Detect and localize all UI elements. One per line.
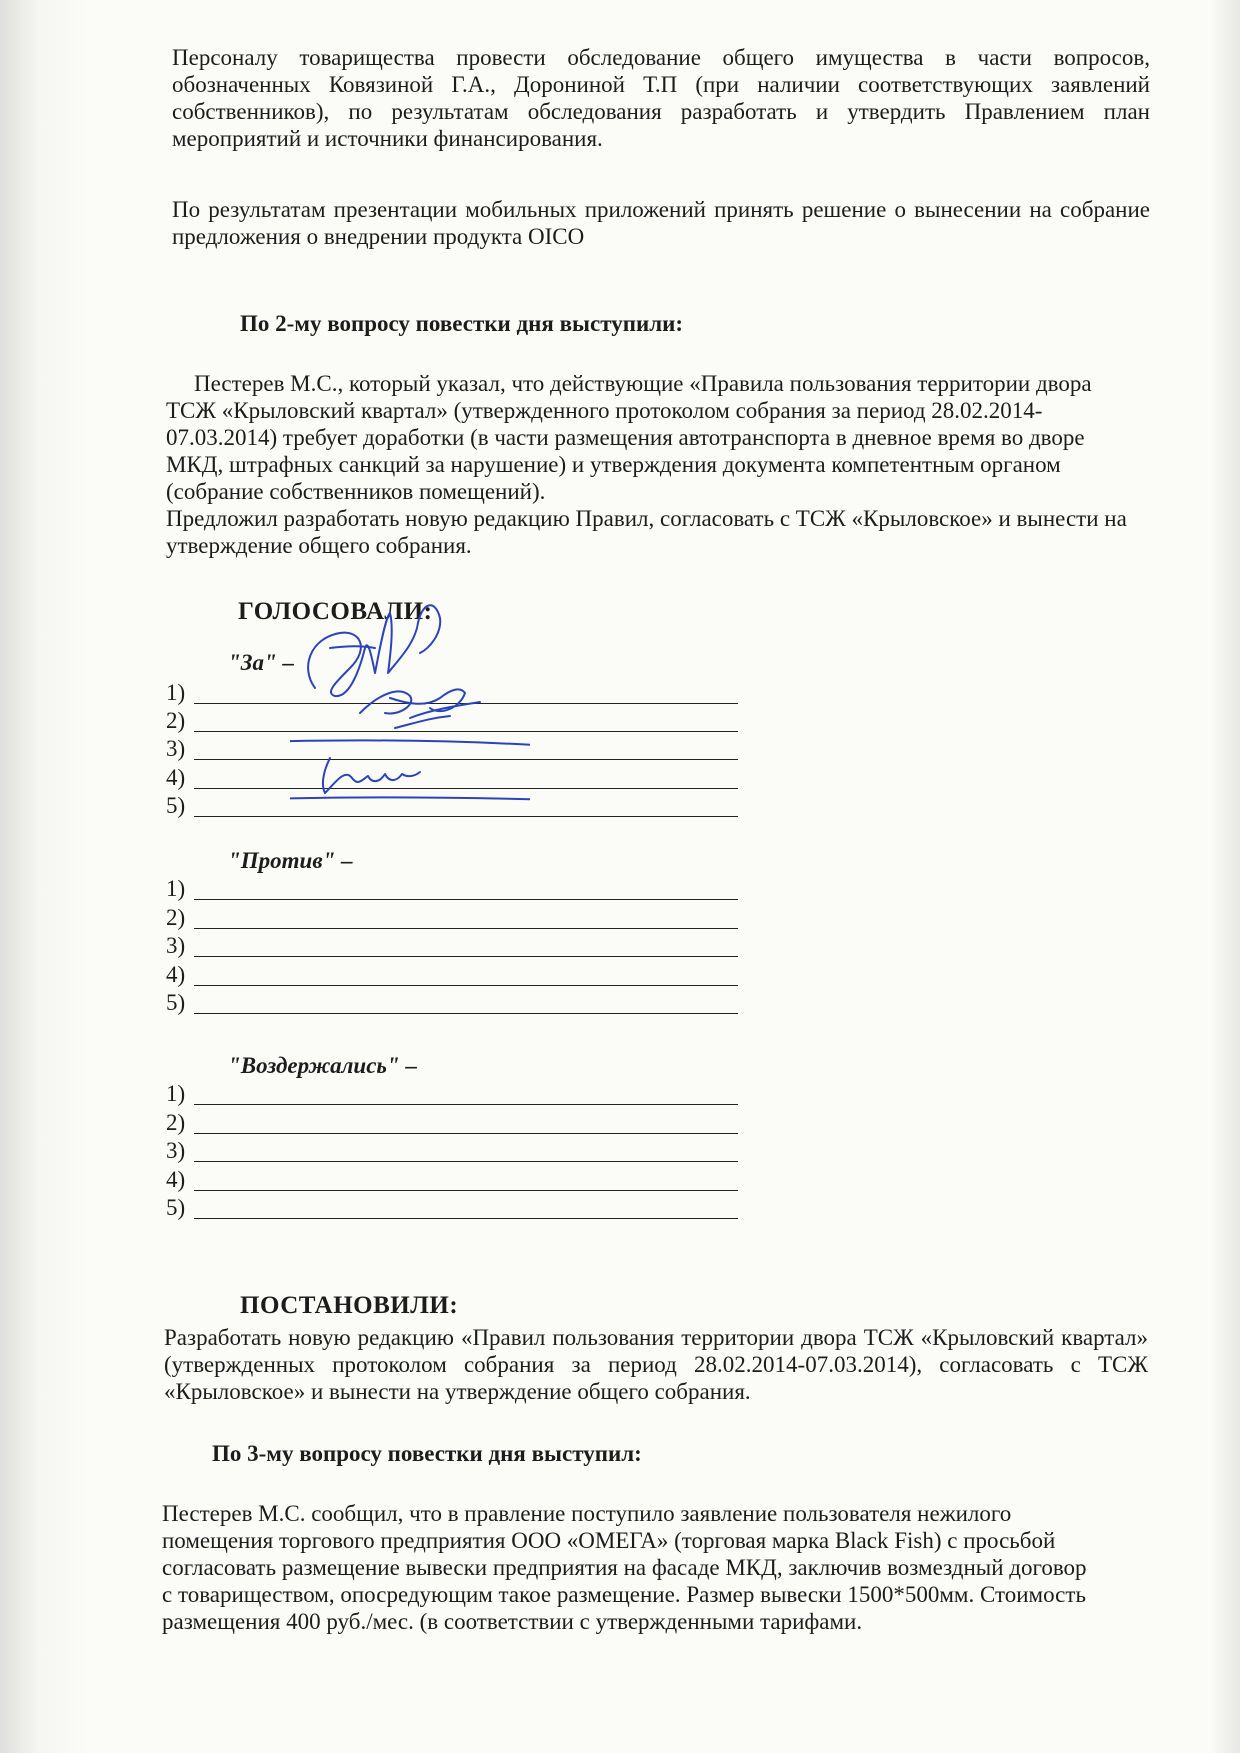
signature-5 <box>290 797 530 803</box>
signature-line <box>194 899 738 900</box>
row-number: 4) <box>166 765 186 790</box>
signature-line <box>194 1013 738 1014</box>
question-2-heading: По 2-му вопросу повестки дня выступили: <box>240 311 684 336</box>
signature-line <box>194 1218 738 1219</box>
vote-abstained-row <box>166 1138 738 1165</box>
row-number: 2) <box>166 708 186 733</box>
vote-against-row <box>166 905 738 932</box>
voted-heading: ГОЛОСОВАЛИ: <box>238 598 433 625</box>
signature-line <box>194 816 738 817</box>
signature-3 <box>290 740 530 746</box>
signature-line <box>194 1190 738 1191</box>
row-number: 1) <box>166 680 186 705</box>
scan-shadow-right <box>1210 0 1240 1753</box>
row-number: 1) <box>166 1081 186 1106</box>
resolved-heading: ПОСТАНОВИЛИ: <box>240 1292 459 1319</box>
signature-2 <box>360 689 480 728</box>
row-number: 5) <box>166 1195 186 1220</box>
signature-1 <box>308 605 440 696</box>
vote-against-row <box>166 876 738 903</box>
row-number: 4) <box>166 1167 186 1192</box>
vote-abstained-row <box>166 1195 738 1222</box>
question-2-speech: Пестерев М.С., который указал, что действующие «Правила пользования территории двора ТСЖ «Крыловский квартал» (утвержденного протоколом собрания за период 28.02.2014-07.03.2014) требует доработки (в части размещения автотранспорта в дневное время во дворе МКД, штрафных санкций за нарушение) и утверждения документа компетентным органом (собрание собственников помещений). <box>166 371 1092 504</box>
row-number: 2) <box>166 905 186 930</box>
signature-line <box>194 1104 738 1105</box>
row-number: 3) <box>166 933 186 958</box>
row-number: 2) <box>166 1110 186 1135</box>
paragraph-mobile-apps: По результатам презентации мобильных приложений принять решение о вынесении на собрание предложения о внедрении продукта OICO <box>172 197 1150 249</box>
vote-abstained-row <box>166 1110 738 1137</box>
resolved-text: Разработать новую редакцию «Правил пользования территории двора ТСЖ «Крыловский квартал» (утвержденных протоколом собрания за период 28.02.2014-07.03.2014), согласовать с ТСЖ «Крыловское» и вынести на утверждение общего собрания. <box>164 1325 1148 1404</box>
vote-abstained-label: "Воздержались" – <box>228 1053 417 1078</box>
question-3-speech: Пестерев М.С. сообщил, что в правление поступило заявление пользователя нежилого помещения торгового предприятия ООО «ОМЕГА» (торговая марка Black Fish) с просьбой согласовать размещение вывески предприятия на фасаде МКД, заключив возмездный договор с товариществом, опосредующим такое размещение. Размер вывески 1500*500мм. Стоимость размещения 400 руб./мес. (в соответствии с утвержденными тарифами. <box>162 1501 1087 1634</box>
vote-against-row <box>166 962 738 989</box>
signature-4 <box>323 758 420 793</box>
vote-abstained-row <box>166 1081 738 1108</box>
paragraph-inspection: Персоналу товарищества провести обследование общего имущества в части вопросов, обозначенных Ковязиной Г.А., Дорониной Т.П (при наличии соответствующих заявлений собственников), по результатам обследования разработать и утвердить Правлением план мероприятий и источники финансирования. <box>172 45 1150 151</box>
signature-line <box>194 985 738 986</box>
vote-for-label: "За" – <box>228 650 294 675</box>
row-number: 3) <box>166 736 186 761</box>
row-number: 5) <box>166 793 186 818</box>
row-number: 1) <box>166 876 186 901</box>
vote-against-row <box>166 933 738 960</box>
vote-abstained-row <box>166 1167 738 1194</box>
question-3-heading: По 3-му вопросу повестки дня выступил: <box>212 1441 642 1466</box>
question-2-proposal: Предложил разработать новую редакцию Правил, согласовать с ТСЖ «Крыловское» и вынести на утверждение общего собрания. <box>166 506 1127 558</box>
scan-shadow-left <box>0 0 90 1753</box>
signature-line <box>194 1161 738 1162</box>
handwritten-signatures <box>290 598 530 808</box>
vote-against-label: "Против" – <box>228 848 353 873</box>
signature-line <box>194 1133 738 1134</box>
signature-line <box>194 956 738 957</box>
row-number: 4) <box>166 962 186 987</box>
row-number: 5) <box>166 990 186 1015</box>
signature-line <box>194 928 738 929</box>
row-number: 3) <box>166 1138 186 1163</box>
vote-against-row <box>166 990 738 1017</box>
